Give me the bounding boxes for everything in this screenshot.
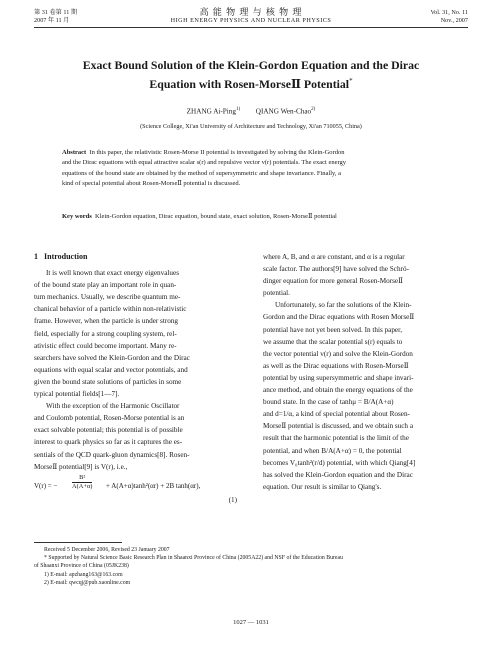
- abstract-label: Abstract: [62, 149, 87, 156]
- text-line: result that the harmonic potential is the limit of the: [263, 434, 409, 443]
- journal-date-zh: 2007 年 11 月: [34, 17, 70, 24]
- text-line: exact solvable potential; this potential is of possible: [34, 426, 183, 435]
- title-line-2: Equation with Rosen-MorseⅡ Potential*: [149, 76, 353, 91]
- keywords-text: Klein-Gordon equation, Dirac equation, bound state, exact solution, Rosen-MorseⅡ potential: [95, 213, 337, 220]
- text-line: sentials of the QCD quark-gluon dynamics[8]. Rosen-: [34, 450, 190, 459]
- received-dates: Received 5 December 2006, Revised 23 January 2007: [44, 547, 170, 553]
- left-column: [34, 251, 237, 506]
- author-2-mark: 2): [311, 107, 316, 112]
- text-line: searchers have solved the Klein-Gordon and the Dirac: [34, 353, 190, 362]
- footnotes: [34, 546, 468, 587]
- footnote-rule: [34, 542, 122, 543]
- abstract-line-1: Abstract In this paper, the relativistic Rosen-Morse II potential is investigated by solving the Klein-Gordon: [62, 149, 345, 156]
- journal-date-en: Nov., 2007: [440, 17, 468, 24]
- text-line: MorseⅡ potential is discussed, and we obtain such a: [263, 422, 414, 431]
- text-line: potential, and when B/A(A+α) = 0, the potential: [263, 446, 402, 455]
- title-footnote-mark: *: [349, 77, 353, 85]
- text-line: Gordon and the Dirac equations with Rosen MorseⅡ: [263, 313, 415, 322]
- text-line: potential have not yet been solved. In this paper,: [263, 325, 403, 334]
- header-right: [431, 9, 468, 25]
- title-line-1: Exact Bound Solution of the Klein-Gordon Equation and the Dirac: [82, 58, 420, 72]
- text-line: With the exception of the Harmonic Oscillator: [46, 402, 180, 411]
- affiliation: (Science College, Xi'an University of Architecture and Technology, Xi'an 710055, China): [140, 123, 362, 130]
- equation-numerator: B²: [72, 474, 92, 483]
- equation-number: (1): [228, 495, 237, 504]
- text-line: and d=1/α, a kind of special potential about Rosen-: [263, 410, 410, 419]
- right-column-text: [263, 251, 468, 493]
- abstract-line-4: kind of special potential about Rosen-MorseⅡ potential is discussed.: [62, 180, 241, 188]
- text-line: we assume that the scalar potential s(r) equals to: [263, 337, 403, 346]
- keywords-label: Key words: [62, 213, 92, 220]
- section-heading: 1 Introduction: [34, 252, 88, 261]
- text-line: bound state. In the case of tanhμ = B/A(A+α): [263, 398, 394, 407]
- text-line: chanical behavior of a particle within non-relativistic: [34, 305, 187, 314]
- support-note: * Supported by Natural Science Basic Research Plan in Shaanxi Province of China (2005A22) and NSF of the Education Bureau of Shaanxi Province of China (05JK238): [34, 555, 343, 570]
- text-line: field, especially for a strong coupling system, rel-: [34, 329, 177, 338]
- text-line: has solved the Klein-Gordon equation and the Dirac: [263, 470, 413, 479]
- text-line: It is well known that exact energy eigenvalues: [46, 269, 179, 278]
- right-column: [263, 251, 468, 493]
- equation-1: V(r) = − $\frac{\text{B²}}{A(A+\alpha)}$ + A(A+α)tanh²(αr) + 2B tanh(αr),: [34, 473, 201, 490]
- author-1: ZHANG Ai-Ping: [186, 107, 236, 116]
- text-line: tum mechanics. Usually, we describe quantum me-: [34, 293, 181, 302]
- journal-volume-en: Vol. 31, No. 11: [430, 9, 468, 16]
- text-line: Unfortunately, so far the solutions of the Klein-: [275, 301, 412, 310]
- text-line: dinger equation for more general Rosen-MorseⅡ: [263, 277, 404, 286]
- abstract: [62, 148, 442, 190]
- journal-volume-zh: 第 31 卷第 11 期: [34, 9, 78, 16]
- email-2: 2) E-mail: qwcqj@pub.xaonline.com: [44, 579, 131, 586]
- header-rule: [34, 27, 468, 28]
- text-line: given the bound state solutions of particles in some: [34, 377, 182, 386]
- journal-title-en: HIGH ENERGY PHYSICS AND NUCLEAR PHYSICS: [170, 17, 332, 24]
- text-line: and Coulomb potential, Rosen-Morse potential is an: [34, 414, 185, 423]
- text-line: scale factor. The authors[9] have solved the Schrö-: [263, 265, 409, 274]
- email-1: 1) E-mail: apzhang163@163.com: [44, 571, 123, 578]
- text-line: potential by using supersymmetric and shape invari-: [263, 373, 414, 382]
- text-line: where A, B, and α are constant, and α is a regular: [263, 253, 405, 261]
- authors: [34, 107, 468, 115]
- text-line: ance method, and obtain the energy equations of the: [263, 386, 413, 395]
- text-line: as well as the Dirac equations with Rosen-MorseⅡ: [263, 361, 409, 370]
- header-center: [134, 7, 368, 25]
- paper-title: [34, 57, 468, 92]
- text-line: becomes V₀tanh²(r/d) potential, with which Qiang[4]: [263, 458, 416, 467]
- journal-title-zh: 高 能 物 理 与 核 物 理: [199, 7, 303, 17]
- text-line: MorseⅡ potential[9] is V(r), i.e.,: [34, 462, 128, 471]
- text-line: the vector potential v(r) and solve the Klein-Gordon: [263, 349, 413, 358]
- keywords: [62, 212, 442, 222]
- text-line: equation. Our result is similar to Qiang's.: [263, 482, 382, 491]
- text-line: ativistic effect could become important. Many re-: [34, 341, 177, 350]
- text-line: interest to quark physics so far as it captures the es-: [34, 438, 183, 447]
- page-range: 1027 — 1031: [233, 619, 269, 626]
- abstract-line-2: and the Dirac equations with equal attractive scalar s(r) and repulsive vector v(r) potentials. The exact energy: [62, 159, 347, 167]
- equation-denominator: A(A+α): [72, 482, 93, 490]
- text-line: typical potential fields[1—7].: [34, 390, 120, 399]
- text-line: of the bound state play an important role in quan-: [34, 281, 177, 290]
- text-line: frame. However, when the particle is under strong: [34, 317, 179, 326]
- header-left: [34, 9, 77, 25]
- text-line: equations with equal scalar and vector potentials, and: [34, 365, 188, 374]
- author-1-mark: 1): [236, 107, 241, 112]
- author-2: QIANG Wen-Chao: [255, 107, 312, 116]
- left-column-text: [34, 267, 237, 473]
- abstract-line-3: equations of the bound state are obtained by the method of supersymmetric and shape invariance. Finally, a: [62, 169, 341, 177]
- text-line: potential.: [263, 289, 290, 298]
